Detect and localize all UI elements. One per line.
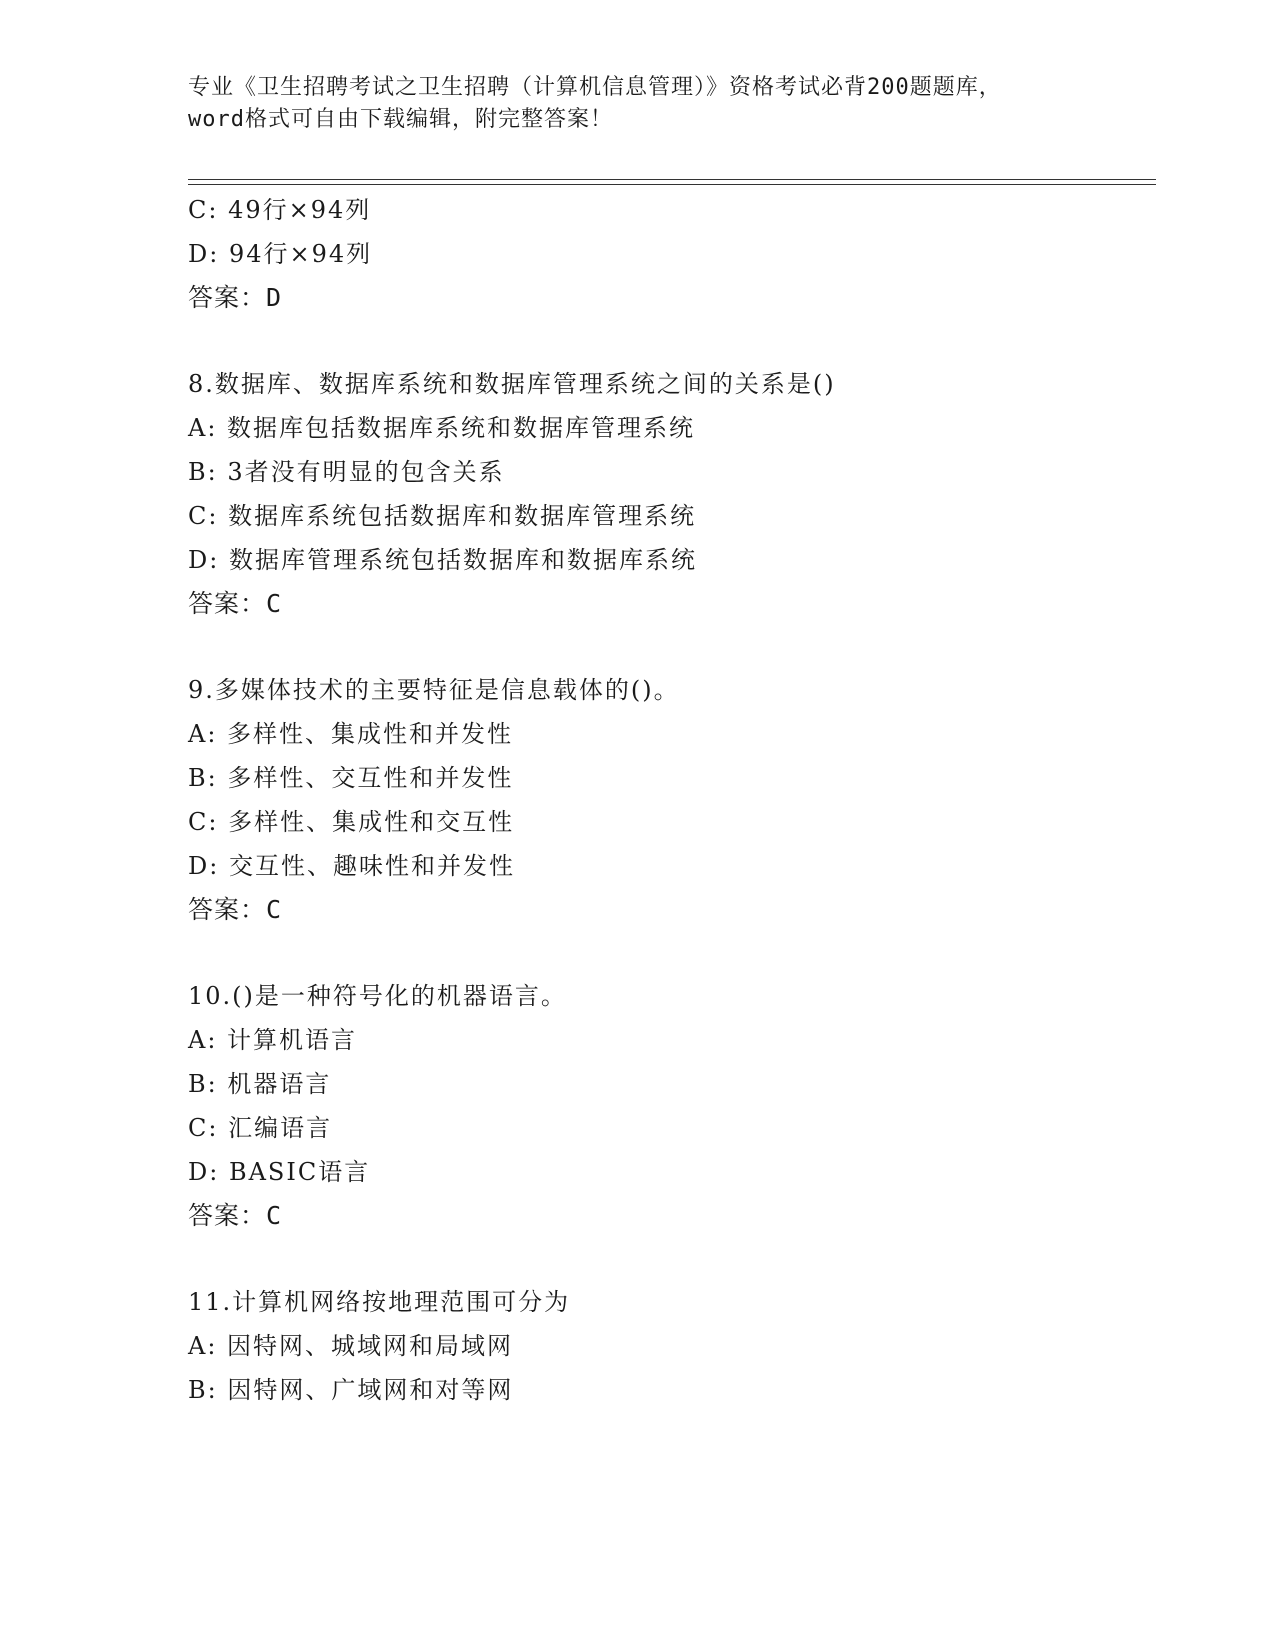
q10-option-b: B: 机器语言: [188, 1070, 332, 1098]
q10-option-c: C: 汇编语言: [188, 1114, 333, 1142]
q8-option-c: C: 数据库系统包括数据库和数据库管理系统: [188, 502, 697, 530]
q11-option-b: B: 因特网、广域网和对等网: [188, 1376, 514, 1404]
q7-option-c: C: 49行×94列: [188, 196, 372, 224]
q7-option-d: D: 94行×94列: [188, 240, 373, 268]
q9-option-a: A: 多样性、集成性和并发性: [188, 720, 514, 748]
document-header: [188, 72, 1088, 136]
q7-answer: 答案：D: [188, 283, 283, 312]
q10-option-d: D: BASIC语言: [188, 1158, 371, 1186]
header-title-line-2: word格式可自由下载编辑，附完整答案！: [188, 107, 613, 132]
header-divider-top: [188, 179, 1156, 180]
q8-stem: 8.数据库、数据库系统和数据库管理系统之间的关系是(): [188, 370, 836, 398]
q9-option-d: D: 交互性、趣味性和并发性: [188, 852, 515, 880]
q10-option-a: A: 计算机语言: [188, 1026, 358, 1054]
q8-option-a: A: 数据库包括数据库系统和数据库管理系统: [188, 414, 696, 442]
q11-option-a: A: 因特网、城域网和局域网: [188, 1332, 514, 1360]
q8-answer: 答案：C: [188, 589, 283, 618]
q10-stem: 10.()是一种符号化的机器语言。: [188, 982, 567, 1010]
q9-option-c: C: 多样性、集成性和交互性: [188, 808, 515, 836]
q11-stem: 11.计算机网络按地理范围可分为: [188, 1288, 571, 1316]
q9-stem: 9.多媒体技术的主要特征是信息载体的()。: [188, 676, 680, 704]
header-divider-bottom: [188, 184, 1156, 185]
q9-option-b: B: 多样性、交互性和并发性: [188, 764, 514, 792]
q10-answer: 答案：C: [188, 1201, 283, 1230]
header-title-line-1: 专业《卫生招聘考试之卫生招聘（计算机信息管理）》资格考试必背200题题库，: [188, 75, 1002, 100]
q8-option-b: B: 3者没有明显的包含关系: [188, 458, 505, 486]
q8-option-d: D: 数据库管理系统包括数据库和数据库系统: [188, 546, 697, 574]
q9-answer: 答案：C: [188, 895, 283, 924]
